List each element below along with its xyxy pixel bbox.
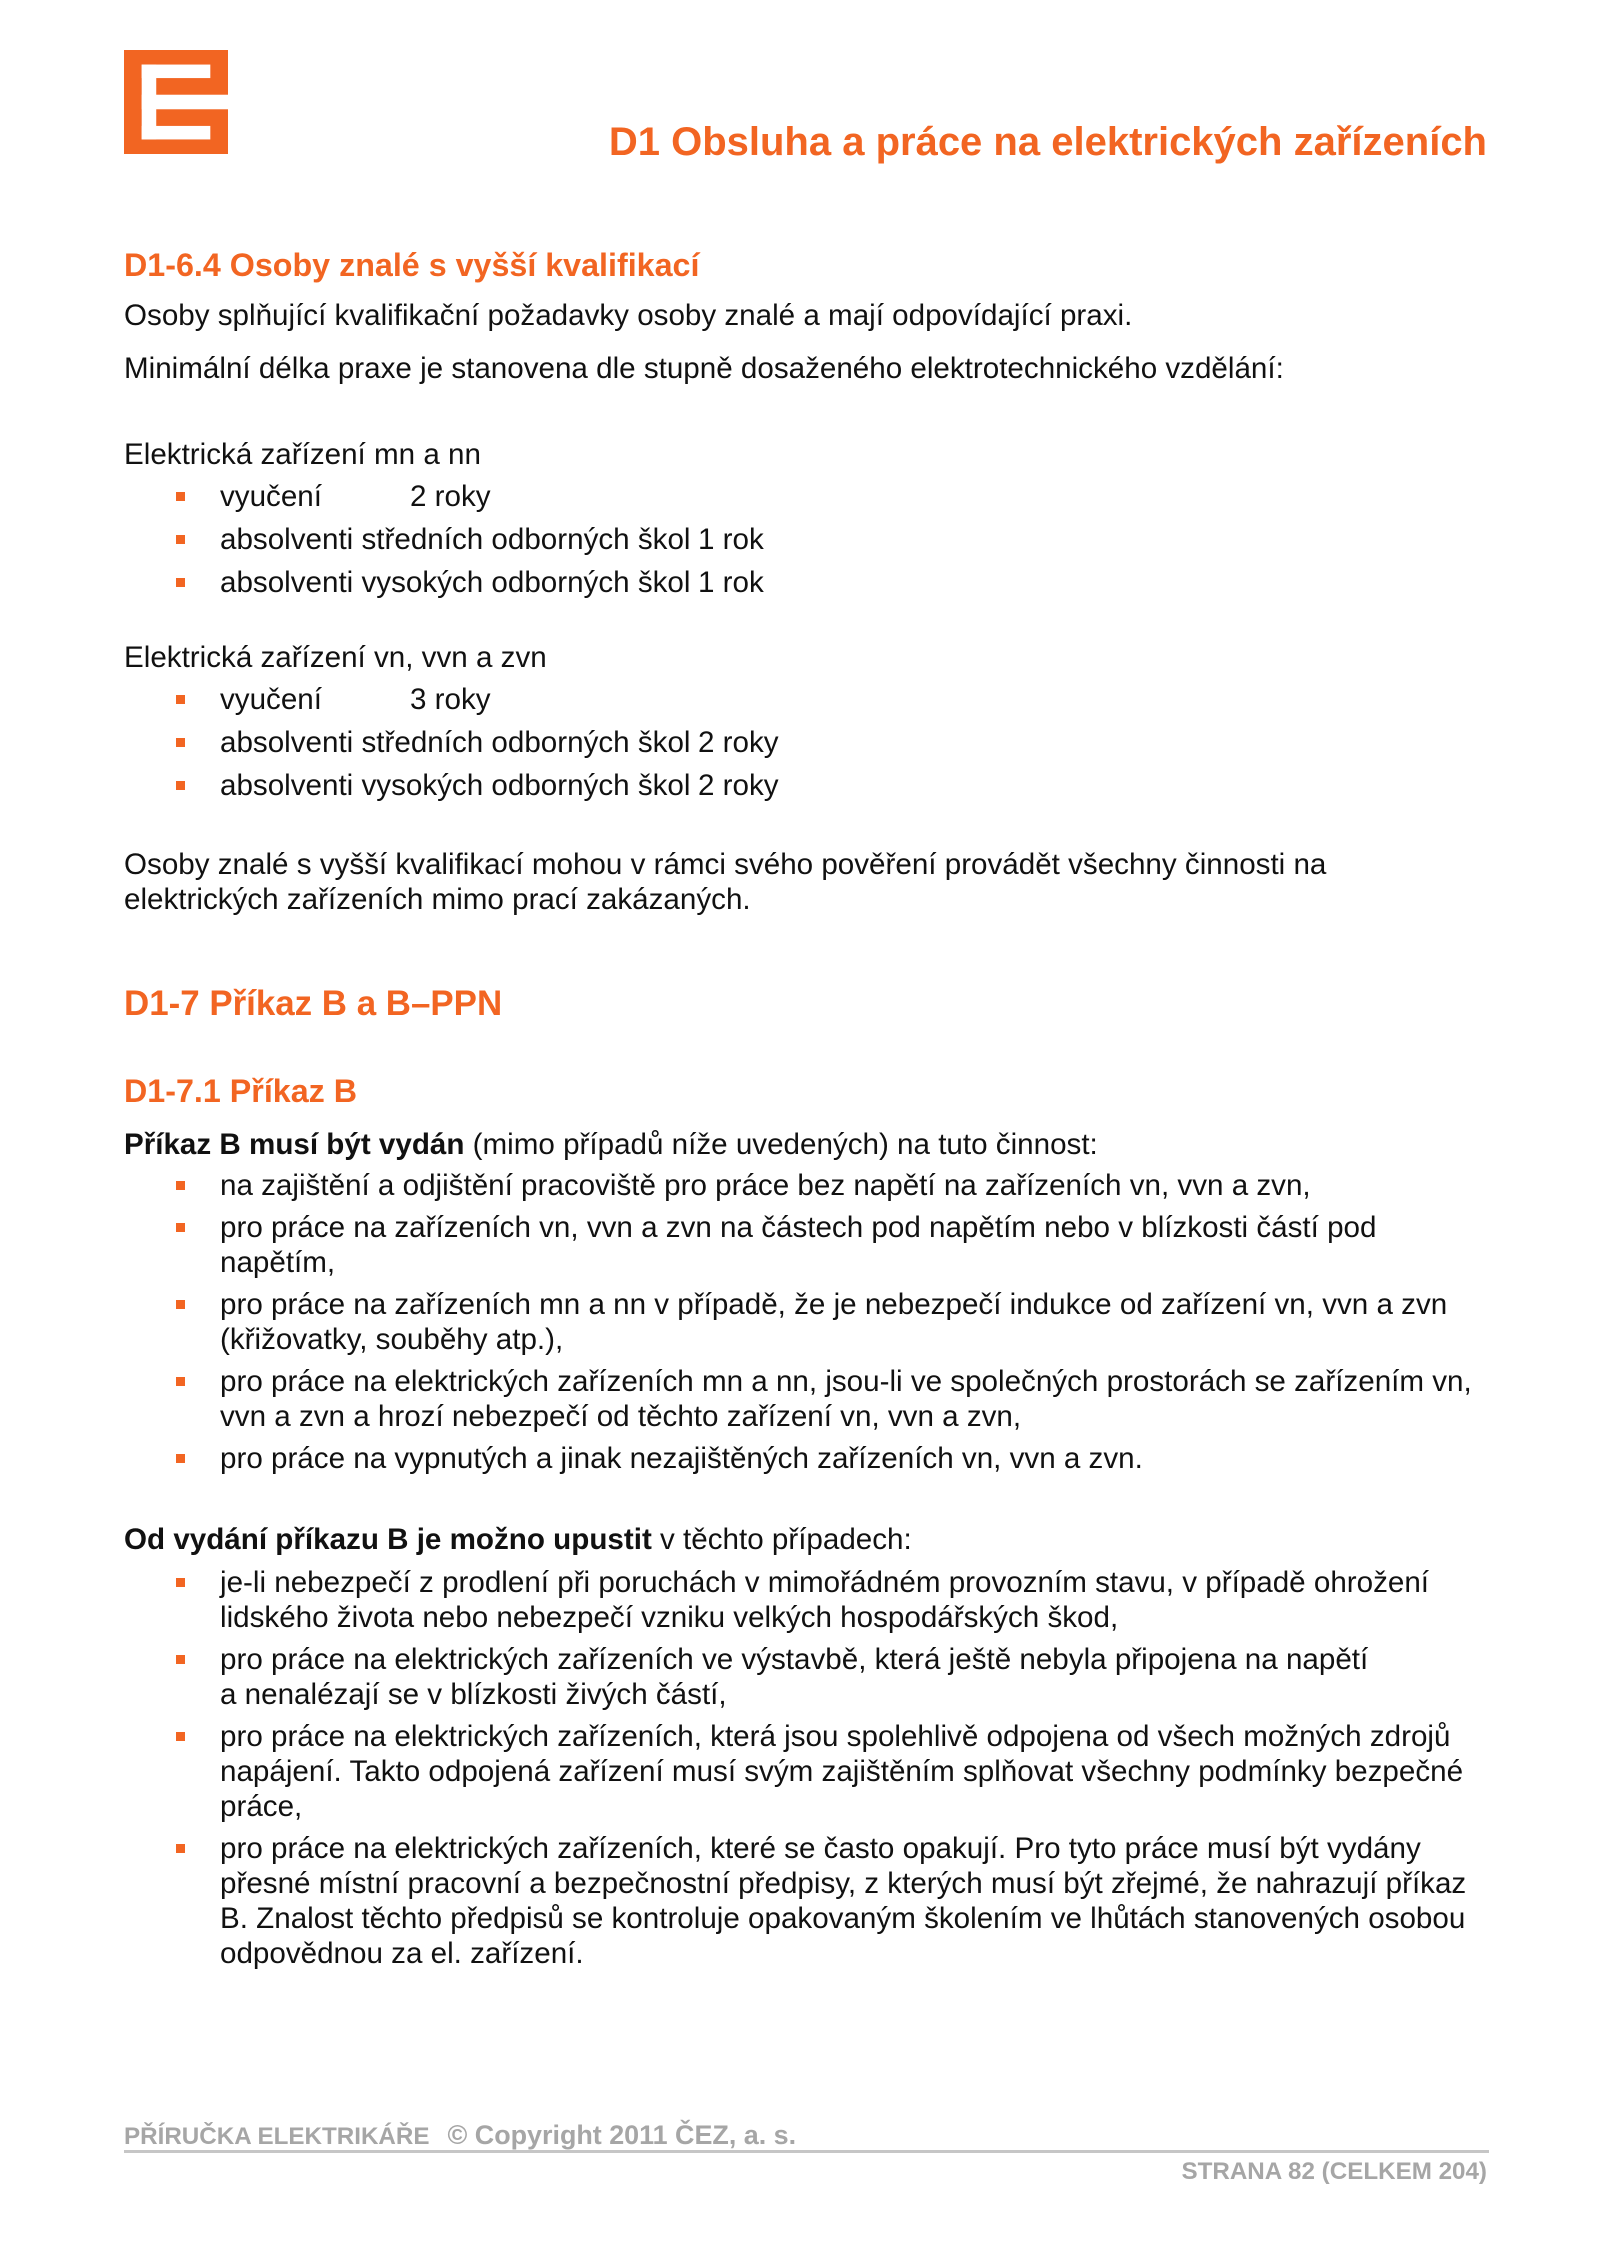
list-item-text: pro práce na vypnutých a jinak nezajištěných zařízeních vn, vvn a zvn. [220,1442,1143,1475]
section-heading: D1-7 Příkaz B a B–PPN [124,984,503,1023]
requirement-intro-bold: Příkaz B musí být vydán [124,1128,465,1161]
list-item [220,768,779,803]
bullet-icon [176,1844,185,1853]
page-title: D1 Obsluha a práce na elektrických zařízeních [608,120,1487,164]
list-item-text: pro práce na elektrických zařízeních, která jsou spolehlivě odpojena od všech možných zdrojů napájení. Takto odpojená zařízení musí svým zajištěním splňovat všechny podmínky bezpečné práce, [220,1720,1464,1823]
group-title: Elektrická zařízení vn, vvn a zvn [124,641,547,674]
section-heading: D1-6.4 Osoby znalé s vyšší kvalifikací [124,247,700,283]
exemption-intro [124,1522,912,1557]
practice-duration: 1 rok [698,566,764,599]
paragraph: Osoby splňující kvalifikační požadavky osoby znalé a mají odpovídající praxi. [124,299,1133,332]
paragraph: Osoby znalé s vyšší kvalifikací mohou v rámci svého pověření provádět všechny činnosti na elektrických zařízeních mimo prací zakázaných. [124,848,1327,916]
bullet-icon [176,1300,185,1309]
education-label: vyučení [220,683,322,716]
bullet-icon [176,492,185,501]
practice-duration: 2 roky [410,480,491,513]
list-item [220,725,779,760]
list-item-text: pro práce na elektrických zařízeních, které se často opakují. Pro tyto práce musí být vydány přesné místní pracovní a bezpečnostní předpisy, z kterých musí být zřejmé, že nahrazují příkaz B. Znalost těchto předpisů se kontroluje opakovaným školením ve lhůtách stanovených osobou odpovědnou za el. zařízení. [220,1832,1467,1970]
list-item [220,682,779,717]
qualification-list [220,682,779,803]
list-item-text: na zajištění a odjištění pracoviště pro práce bez napětí na zařízeních vn, vvn a zvn, [220,1169,1311,1202]
exemption-intro-bold: Od vydání příkazu B je možno upustit [124,1523,652,1556]
cez-logo-icon [124,50,228,154]
list-item [220,565,764,600]
education-label: absolventi středních odborných škol [220,523,691,556]
list-item [220,1287,1472,1357]
exemption-list [220,1565,1466,1971]
education-label: vyučení [220,480,322,513]
bullet-icon [176,1223,185,1232]
education-label: absolventi vysokých odborných škol [220,566,691,599]
list-item [220,1831,1466,1971]
page-number: STRANA 82 (CELKEM 204) [1181,2158,1487,2185]
footer-publication [124,2119,796,2153]
list-item [220,1441,1472,1476]
bullet-icon [176,1655,185,1664]
list-item-text: je-li nebezpečí z prodlení při poruchách v mimořádném provozním stavu, v případě ohrožení lidského života nebo nebezpečí vzniku velkých hospodářských škod, [220,1566,1430,1634]
requirement-intro-rest: (mimo případů níže uvedených) na tuto činnost: [464,1128,1098,1161]
list-item [220,1565,1466,1635]
requirement-intro [124,1127,1098,1162]
copyright-notice: © Copyright 2011 ČEZ, a. s. [447,2120,797,2150]
list-item [220,1642,1466,1712]
paragraph: Minimální délka praxe je stanovena dle stupně dosaženého elektrotechnického vzdělání: [124,352,1284,385]
publication-name: PŘÍRUČKA ELEKTRIKÁŘE [124,2123,430,2150]
requirement-list [220,1168,1472,1476]
education-label: absolventi středních odborných škol [220,726,691,759]
list-item-text: pro práce na zařízeních vn, vvn a zvn na částech pod napětím nebo v blízkosti částí pod napětím, [220,1211,1377,1279]
qualification-list [220,479,764,600]
list-item [220,1210,1472,1280]
exemption-intro-rest: v těchto případech: [651,1523,912,1556]
education-label: absolventi vysokých odborných škol [220,769,691,802]
bullet-icon [176,1732,185,1741]
practice-duration: 2 roky [698,726,779,759]
practice-duration: 3 roky [410,683,491,716]
bullet-icon [176,1181,185,1190]
bullet-icon [176,781,185,790]
practice-duration: 2 roky [698,769,779,802]
bullet-icon [176,738,185,747]
bullet-icon [176,1578,185,1587]
group-title: Elektrická zařízení mn a nn [124,438,481,471]
list-item-text: pro práce na elektrických zařízeních mn a nn, jsou-li ve společných prostorách se zařízením vn, vvn a zvn a hrozí nebezpečí od těchto zařízení vn, vvn a zvn, [220,1365,1472,1433]
bullet-icon [176,535,185,544]
list-item-text: pro práce na elektrických zařízeních ve výstavbě, která ještě nebyla připojena na napětí a nenalézají se v blízkosti živých částí, [220,1643,1369,1711]
bullet-icon [176,1377,185,1386]
list-item [220,1719,1466,1824]
footer-divider [124,2150,1489,2153]
subsection-heading: D1-7.1 Příkaz B [124,1073,358,1109]
list-item [220,1364,1472,1434]
list-item-text: pro práce na zařízeních mn a nn v případě, že je nebezpečí indukce od zařízení vn, vvn a zvn (křižovatky, souběhy atp.), [220,1288,1448,1356]
bullet-icon [176,1454,185,1463]
practice-duration: 1 rok [698,523,764,556]
bullet-icon [176,695,185,704]
list-item [220,479,764,514]
list-item [220,1168,1472,1203]
list-item [220,522,764,557]
bullet-icon [176,578,185,587]
